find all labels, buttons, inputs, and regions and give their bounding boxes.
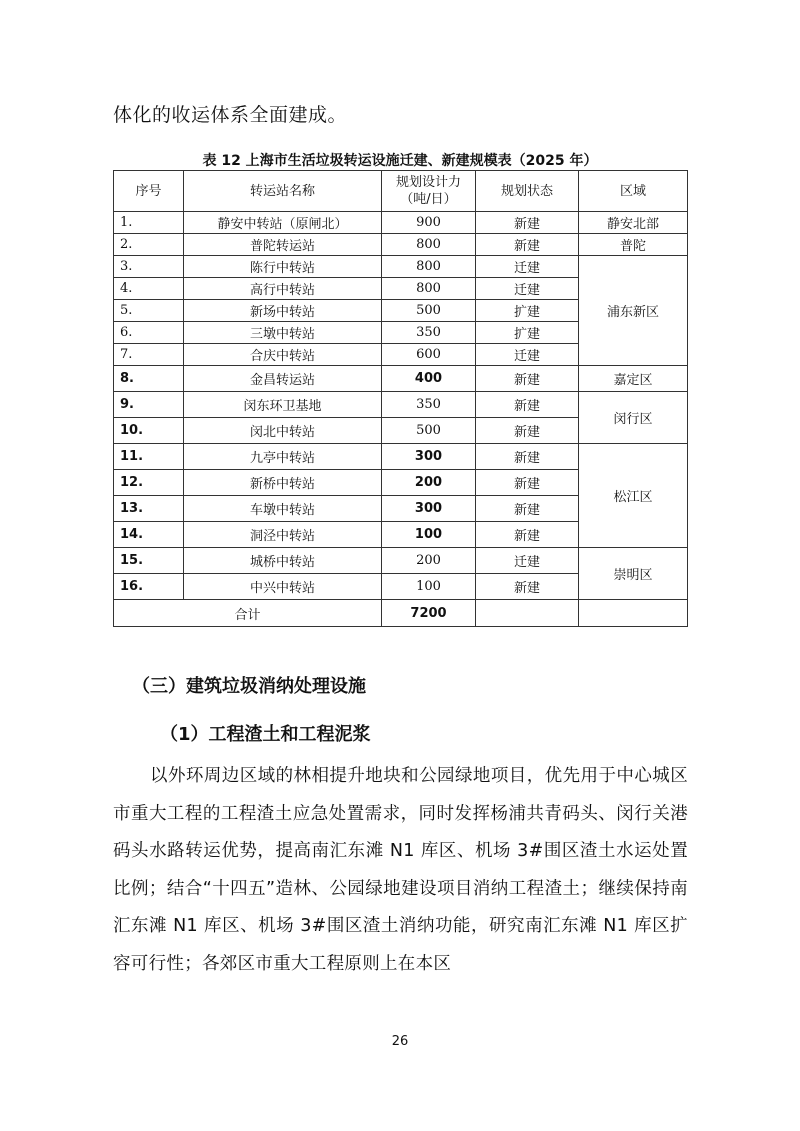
cell-capacity: 600 bbox=[382, 344, 476, 366]
header-status: 规划状态 bbox=[476, 171, 579, 212]
cell-name: 静安中转站（原闸北） bbox=[184, 212, 382, 234]
cell-name: 新场中转站 bbox=[184, 300, 382, 322]
cell-no: 15. bbox=[114, 548, 184, 574]
table-row bbox=[114, 548, 688, 574]
table-row bbox=[114, 212, 688, 234]
cell-capacity: 400 bbox=[382, 366, 476, 392]
cell-capacity: 200 bbox=[382, 470, 476, 496]
table-row bbox=[114, 234, 688, 256]
cell-capacity: 500 bbox=[382, 418, 476, 444]
cell-name: 中兴中转站 bbox=[184, 574, 382, 600]
cell-capacity: 900 bbox=[382, 212, 476, 234]
cell-region: 嘉定区 bbox=[579, 366, 688, 392]
cell-name: 车墩中转站 bbox=[184, 496, 382, 522]
table-row bbox=[114, 444, 688, 470]
page-number: 26 bbox=[391, 1034, 409, 1049]
header-capacity bbox=[382, 171, 476, 212]
cell-status: 新建 bbox=[476, 496, 579, 522]
total-value: 7200 bbox=[382, 600, 476, 627]
cell-status: 扩建 bbox=[476, 300, 579, 322]
cell-no: 16. bbox=[114, 574, 184, 600]
cell-status: 新建 bbox=[476, 234, 579, 256]
table-caption: 表 12 上海市生活垃圾转运设施迁建、新建规模表（2025 年） bbox=[202, 153, 598, 169]
total-empty-region bbox=[579, 600, 688, 627]
header-capacity-line2: （吨/日） bbox=[400, 192, 457, 207]
table-row bbox=[114, 366, 688, 392]
header-no: 序号 bbox=[114, 171, 184, 212]
cell-capacity: 500 bbox=[382, 300, 476, 322]
total-label: 合计 bbox=[114, 600, 382, 627]
cell-status: 新建 bbox=[476, 212, 579, 234]
cell-name: 合庆中转站 bbox=[184, 344, 382, 366]
cell-capacity: 800 bbox=[382, 278, 476, 300]
cell-region: 静安北部 bbox=[579, 212, 688, 234]
cell-status: 新建 bbox=[476, 392, 579, 418]
cell-name: 城桥中转站 bbox=[184, 548, 382, 574]
cell-capacity: 300 bbox=[382, 496, 476, 522]
cell-capacity: 300 bbox=[382, 444, 476, 470]
header-region: 区域 bbox=[579, 171, 688, 212]
cell-no: 8. bbox=[114, 366, 184, 392]
sub-heading: （1）工程渣土和工程泥浆 bbox=[160, 724, 371, 745]
cell-status: 新建 bbox=[476, 574, 579, 600]
body-paragraph: 以外环周边区域的林相提升地块和公园绿地项目，优先用于中心城区市重大工程的工程渣土应急处置需求，同时发挥杨浦共青码头、闵行关港码头水路转运优势，提高南汇东滩 N1 库区、机场 3#围区渣土水运处置比例；结合“十四五”造林、公园绿地建设项目消纳工程渣土；继续保持南汇东滩 N1 库区、机场 3#围区渣土消纳功能，研究南汇东滩 N1 库区扩容可行性；各郊区市重大工程原则上在本区 bbox=[113, 766, 688, 974]
cell-no: 3. bbox=[114, 256, 184, 278]
table-row bbox=[114, 392, 688, 418]
cell-no: 12. bbox=[114, 470, 184, 496]
cell-capacity: 100 bbox=[382, 522, 476, 548]
table-row bbox=[114, 256, 688, 278]
cell-region: 浦东新区 bbox=[579, 256, 688, 366]
cell-no: 6. bbox=[114, 322, 184, 344]
cell-name: 新桥中转站 bbox=[184, 470, 382, 496]
table-header-row bbox=[114, 171, 688, 212]
cell-status: 新建 bbox=[476, 522, 579, 548]
cell-no: 13. bbox=[114, 496, 184, 522]
transfer-station-table bbox=[113, 170, 688, 627]
header-name: 转运站名称 bbox=[184, 171, 382, 212]
cell-capacity: 800 bbox=[382, 234, 476, 256]
cell-status: 迁建 bbox=[476, 256, 579, 278]
cell-no: 11. bbox=[114, 444, 184, 470]
cell-status: 新建 bbox=[476, 366, 579, 392]
header-capacity-line1: 规划设计力 bbox=[395, 175, 461, 190]
cell-name: 闵北中转站 bbox=[184, 418, 382, 444]
cell-name: 闵东环卫基地 bbox=[184, 392, 382, 418]
cell-capacity: 350 bbox=[382, 392, 476, 418]
cell-name: 普陀转运站 bbox=[184, 234, 382, 256]
cell-capacity: 800 bbox=[382, 256, 476, 278]
cell-capacity: 100 bbox=[382, 574, 476, 600]
cell-no: 2. bbox=[114, 234, 184, 256]
cell-no: 14. bbox=[114, 522, 184, 548]
cell-name: 金昌转运站 bbox=[184, 366, 382, 392]
cell-status: 新建 bbox=[476, 470, 579, 496]
cell-name: 高行中转站 bbox=[184, 278, 382, 300]
cell-no: 7. bbox=[114, 344, 184, 366]
cell-capacity: 200 bbox=[382, 548, 476, 574]
cell-name: 三墩中转站 bbox=[184, 322, 382, 344]
total-empty-status bbox=[476, 600, 579, 627]
cell-no: 9. bbox=[114, 392, 184, 418]
cell-no: 1. bbox=[114, 212, 184, 234]
cell-status: 迁建 bbox=[476, 548, 579, 574]
cell-no: 10. bbox=[114, 418, 184, 444]
cell-status: 新建 bbox=[476, 444, 579, 470]
cell-region: 闵行区 bbox=[579, 392, 688, 444]
cell-name: 九亭中转站 bbox=[184, 444, 382, 470]
cell-status: 迁建 bbox=[476, 278, 579, 300]
cell-status: 扩建 bbox=[476, 322, 579, 344]
cell-name: 陈行中转站 bbox=[184, 256, 382, 278]
table-total-row bbox=[114, 600, 688, 627]
lead-text: 体化的收运体系全面建成。 bbox=[113, 104, 348, 126]
cell-region: 普陀 bbox=[579, 234, 688, 256]
cell-status: 迁建 bbox=[476, 344, 579, 366]
cell-no: 5. bbox=[114, 300, 184, 322]
cell-status: 新建 bbox=[476, 418, 579, 444]
cell-capacity: 350 bbox=[382, 322, 476, 344]
cell-no: 4. bbox=[114, 278, 184, 300]
cell-region: 崇明区 bbox=[579, 548, 688, 600]
cell-region: 松江区 bbox=[579, 444, 688, 548]
section-heading: （三）建筑垃圾消纳处理设施 bbox=[132, 676, 366, 697]
cell-name: 洞泾中转站 bbox=[184, 522, 382, 548]
